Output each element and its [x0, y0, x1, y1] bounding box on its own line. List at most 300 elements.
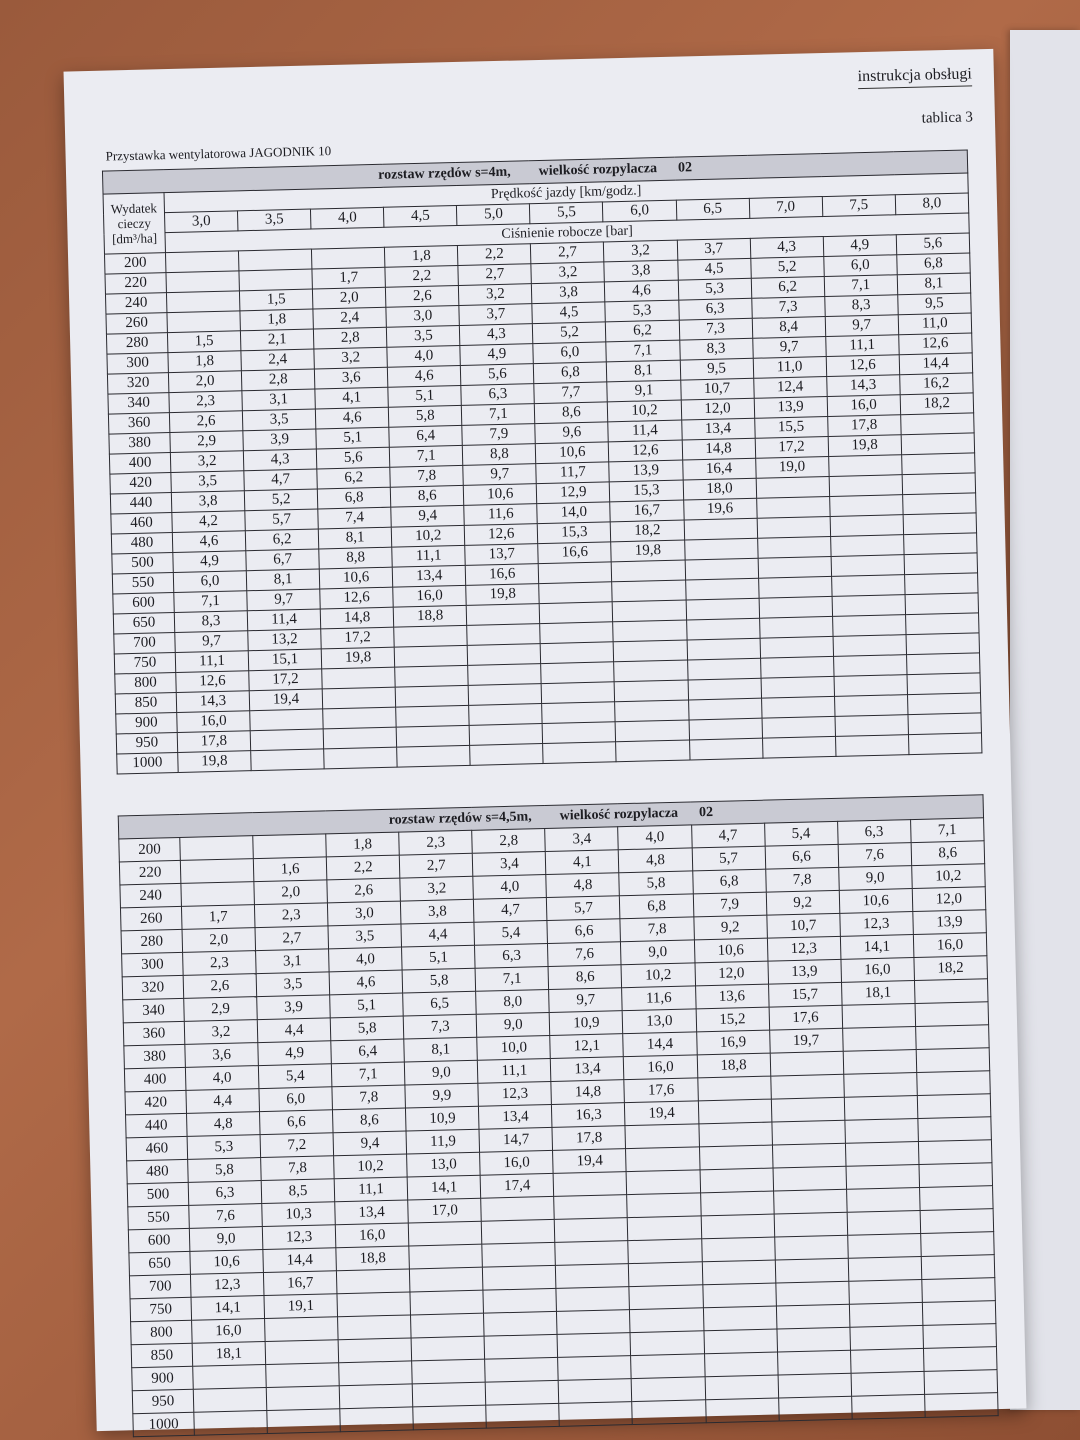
pressure-value-cell: 6,2 [317, 467, 391, 489]
pressure-value-cell [485, 1357, 559, 1382]
flow-rate-cell: 260 [120, 906, 182, 930]
pressure-value-cell: 12,0 [681, 398, 755, 420]
pressure-value-cell [413, 1405, 487, 1430]
pressure-value-cell [628, 1239, 702, 1264]
pressure-value-cell [688, 678, 762, 700]
pressure-value-cell: 2,6 [183, 974, 257, 999]
pressure-value-cell: 5,8 [402, 968, 476, 993]
pressure-value-cell [686, 598, 760, 620]
pressure-value-cell [924, 1393, 998, 1418]
pressure-value-cell: 17,2 [755, 436, 829, 458]
pressure-value-cell: 10,6 [694, 938, 768, 963]
pressure-value-cell: 1,8 [168, 351, 242, 373]
pressure-value-cell: 7,8 [261, 1156, 335, 1181]
pressure-value-cell [616, 720, 690, 742]
pressure-value-cell: 5,8 [619, 871, 693, 896]
pressure-value-cell [758, 576, 832, 598]
pressure-value-cell: 19,1 [264, 1294, 338, 1319]
pressure-value-cell: 19,4 [249, 689, 323, 711]
pressure-value-cell: 8,4 [752, 317, 826, 339]
pressure-value-cell: 5,8 [188, 1158, 262, 1183]
pressure-value-cell: 16,0 [192, 1319, 266, 1344]
flow-rate-cell: 800 [131, 1320, 193, 1344]
pressure-value-cell [902, 493, 976, 515]
pressure-value-cell [770, 1074, 844, 1099]
pressure-value-cell: 5,8 [389, 405, 463, 427]
pressure-value-cell: 11,1 [334, 1177, 408, 1202]
pressure-value-cell: 8,1 [897, 273, 971, 295]
pressure-value-cell [324, 747, 398, 769]
pressure-value-cell: 16,7 [264, 1271, 338, 1296]
pressure-value-cell: 7,3 [403, 1014, 477, 1039]
pressure-value-cell [394, 625, 468, 647]
pressure-value-cell [629, 1262, 703, 1287]
pressure-value-cell: 7,1 [462, 404, 536, 426]
pressure-value-cell [687, 638, 761, 660]
pressure-value-cell: 5,6 [316, 447, 390, 469]
pressure-value-cell [410, 1267, 484, 1292]
pressure-value-cell [395, 665, 469, 687]
pressure-value-cell: 13,4 [551, 1057, 625, 1082]
pressure-value-cell: 4,3 [750, 237, 824, 259]
pressure-value-cell: 13,9 [913, 910, 987, 935]
pressure-value-cell [166, 291, 240, 313]
pressure-value-cell: 7,3 [751, 297, 825, 319]
pressure-value-cell [337, 1269, 411, 1294]
pressure-value-cell [486, 1403, 560, 1428]
pressure-value-cell [482, 1219, 556, 1244]
pressure-value-cell [322, 687, 396, 709]
pressure-value-cell [625, 1124, 699, 1149]
pressure-value-cell: 4,9 [258, 1041, 332, 1066]
pressure-value-cell: 12,9 [537, 482, 611, 504]
pressure-value-cell: 14,0 [537, 502, 611, 524]
flow-rate-cell: 400 [109, 453, 170, 474]
pressure-value-cell [907, 673, 981, 695]
pressure-value-cell: 5,7 [692, 846, 766, 871]
pressure-value-cell [165, 251, 239, 273]
pressure-value-cell: 2,0 [168, 371, 242, 393]
pressure-value-cell [542, 702, 616, 724]
pressure-value-cell [771, 1097, 845, 1122]
pressure-value-cell [842, 1027, 916, 1052]
pressure-value-cell: 7,9 [462, 424, 536, 446]
pressure-value-cell: 3,6 [315, 367, 389, 389]
pressure-value-cell [920, 1209, 994, 1234]
pressure-value-cell: 7,2 [260, 1133, 334, 1158]
pressure-value-cell [554, 1195, 628, 1220]
pressure-value-cell [484, 1334, 558, 1359]
pressure-value-cell [756, 476, 830, 498]
pressure-value-cell: 14,4 [623, 1032, 697, 1057]
pressure-value-cell: 6,3 [461, 384, 535, 406]
pressure-value-cell [757, 516, 831, 538]
pressure-value-cell [337, 1292, 411, 1317]
table1-spacing-title: rozstaw rzędów s=4m, [378, 164, 511, 183]
pressure-value-cell: 8,3 [174, 611, 248, 633]
pressure-value-cell: 3,6 [185, 1043, 259, 1068]
flow-label-line-3: [dm³/ha] [111, 230, 158, 247]
pressure-value-cell [703, 1306, 777, 1331]
flow-rate-cell: 480 [111, 533, 172, 554]
pressure-value-cell [917, 1071, 991, 1096]
pressure-value-cell: 3,9 [257, 995, 331, 1020]
flow-rate-cell: 600 [128, 1228, 190, 1252]
pressure-value-cell: 10,6 [536, 442, 610, 464]
table2-nozzle-code: 02 [698, 804, 714, 821]
pressure-value-cell: 3,1 [256, 949, 330, 974]
pressure-value-cell: 4,5 [677, 258, 751, 280]
pressure-value-cell: 14,8 [320, 607, 394, 629]
pressure-value-cell [684, 518, 758, 540]
flow-rate-cell: 950 [116, 732, 177, 753]
pressure-value-cell: 14,1 [407, 1175, 481, 1200]
pressure-value-cell: 2,9 [184, 997, 258, 1022]
pressure-value-cell [904, 553, 978, 575]
flow-rate-cell: 300 [122, 952, 184, 976]
pressure-value-cell: 15,3 [610, 480, 684, 502]
speed-header-cell: 8,0 [895, 193, 969, 215]
pressure-value-cell [687, 658, 761, 680]
table2-nozzle-title: wielkość rozpylacza [559, 805, 679, 824]
pressure-value-cell: 5,6 [461, 364, 535, 386]
pressure-value-cell: 5,3 [605, 300, 679, 322]
pressure-value-cell [338, 1338, 412, 1363]
pressure-value-cell: 1,6 [253, 857, 327, 882]
pressure-value-cell [773, 1166, 847, 1191]
pressure-value-cell [543, 742, 617, 764]
flow-rate-cell: 460 [126, 1136, 188, 1160]
pressure-value-cell: 12,0 [695, 961, 769, 986]
pressure-value-cell [396, 725, 470, 747]
pressure-value-cell [698, 1122, 772, 1147]
pressure-value-cell [542, 722, 616, 744]
pressure-value-cell [466, 604, 540, 626]
flow-rate-cell: 200 [119, 837, 181, 861]
pressure-value-cell: 12,3 [262, 1225, 336, 1250]
pressure-value-cell [918, 1140, 992, 1165]
pressure-value-cell [772, 1143, 846, 1168]
pressure-value-cell: 2,4 [313, 307, 387, 329]
pressure-value-cell: 13,9 [754, 397, 828, 419]
pressure-value-cell: 7,1 [606, 340, 680, 362]
pressure-value-cell: 11,4 [247, 609, 321, 631]
pressure-value-cell [835, 715, 909, 737]
pressure-value-cell [850, 1325, 924, 1350]
pressure-value-cell: 13,4 [392, 565, 466, 587]
pressure-value-cell: 18,8 [336, 1246, 410, 1271]
pressure-value-cell: 16,0 [335, 1223, 409, 1248]
speed-header-cell: 5,5 [530, 202, 604, 224]
pressure-value-cell [702, 1260, 776, 1285]
pressure-value-cell [772, 1120, 846, 1145]
pressure-value-cell [613, 600, 687, 622]
pressure-value-cell: 17,8 [552, 1126, 626, 1151]
pressure-value-cell [918, 1117, 992, 1142]
pressure-value-cell [829, 495, 903, 517]
pressure-value-cell: 4,6 [329, 970, 403, 995]
pressure-value-cell: 8,3 [824, 295, 898, 317]
flow-rate-cell: 300 [107, 353, 168, 374]
table2-spacing-title: rozstaw rzędów s=4,5m, [388, 809, 532, 828]
pressure-value-cell [701, 1237, 775, 1262]
pressure-value-cell: 8,6 [911, 841, 985, 866]
pressure-value-cell: 3,4 [545, 827, 619, 852]
pressure-value-cell: 2,6 [169, 411, 243, 433]
pressure-value-cell [916, 1048, 990, 1073]
pressure-value-cell: 13,0 [623, 1009, 697, 1034]
pressure-value-cell: 9,1 [607, 380, 681, 402]
pressure-value-cell: 3,2 [170, 451, 244, 473]
pressure-value-cell: 9,7 [825, 315, 899, 337]
pressure-value-cell [469, 704, 543, 726]
pressure-value-cell: 9,0 [476, 1012, 550, 1037]
pressure-value-cell: 14,3 [826, 375, 900, 397]
pressure-value-cell: 6,3 [188, 1181, 262, 1206]
pressure-value-cell [905, 613, 979, 635]
pressure-value-cell: 2,8 [241, 369, 315, 391]
pressure-value-cell: 8,1 [318, 527, 392, 549]
pressure-value-cell: 5,6 [896, 233, 970, 255]
flow-rate-cell: 900 [116, 712, 177, 733]
flow-rate-cell: 500 [127, 1182, 189, 1206]
pressure-value-cell [830, 515, 904, 537]
pressure-value-cell [557, 1333, 631, 1358]
flow-rate-cell: 320 [107, 373, 168, 394]
flow-rate-cell: 650 [113, 613, 174, 634]
pressure-value-cell [266, 1363, 340, 1388]
pressure-value-cell: 6,2 [751, 277, 825, 299]
pressure-value-cell: 17,8 [177, 731, 251, 753]
pressure-value-cell [757, 536, 831, 558]
pressure-value-cell: 10,6 [190, 1250, 264, 1275]
pressure-value-cell: 2,0 [182, 928, 256, 953]
pressure-value-cell: 13,9 [609, 460, 683, 482]
pressure-value-cell: 3,8 [532, 282, 606, 304]
pressure-value-cell: 8,1 [404, 1037, 478, 1062]
pressure-value-cell: 9,0 [405, 1060, 479, 1085]
pressure-value-cell [632, 1377, 706, 1402]
pressure-value-cell: 4,3 [460, 324, 534, 346]
flow-rate-cell: 550 [128, 1205, 190, 1229]
pressure-value-cell [553, 1172, 627, 1197]
pressure-value-cell: 4,4 [257, 1018, 331, 1043]
pressure-value-cell [702, 1283, 776, 1308]
pressure-value-cell: 6,8 [317, 487, 391, 509]
table1-nozzle-code: 02 [677, 160, 693, 176]
pressure-value-cell [250, 729, 324, 751]
manual-page [64, 49, 1027, 1431]
pressure-value-cell [844, 1096, 918, 1121]
pressure-value-cell: 11,6 [622, 986, 696, 1011]
pressure-value-cell: 16,0 [624, 1055, 698, 1080]
pressure-value-cell [555, 1218, 629, 1243]
pressure-value-cell [194, 1410, 268, 1435]
pressure-value-cell: 4,6 [316, 407, 390, 429]
pressure-value-cell [847, 1210, 921, 1235]
pressure-value-cell: 9,9 [405, 1083, 479, 1108]
pressure-value-cell: 4,9 [460, 344, 534, 366]
pressure-value-cell: 5,7 [547, 896, 621, 921]
pressure-value-cell: 19,6 [683, 498, 757, 520]
pressure-value-cell [180, 836, 254, 861]
pressure-value-cell: 7,1 [390, 445, 464, 467]
pressure-value-cell [689, 718, 763, 740]
pressure-value-cell: 10,2 [911, 864, 985, 889]
pressure-value-cell: 6,8 [620, 894, 694, 919]
pressure-value-cell: 4,3 [243, 449, 317, 471]
pressure-value-cell: 16,2 [899, 373, 973, 395]
pressure-value-cell [919, 1186, 993, 1211]
pressure-value-cell [689, 738, 763, 760]
pressure-value-cell [395, 685, 469, 707]
pressure-value-cell [832, 595, 906, 617]
pressure-value-cell [705, 1375, 779, 1400]
pressure-value-cell: 9,4 [391, 505, 465, 527]
pressure-value-cell [340, 1407, 414, 1432]
pressure-value-cell [616, 740, 690, 762]
pressure-value-cell: 14,1 [840, 935, 914, 960]
pressure-value-cell: 19,8 [828, 435, 902, 457]
pressure-value-cell: 10,7 [766, 913, 840, 938]
pressure-value-cell [843, 1050, 917, 1075]
pressure-value-cell [267, 1409, 341, 1434]
pressure-value-cell: 9,7 [247, 589, 321, 611]
pressure-value-cell: 6,0 [173, 571, 247, 593]
pressure-value-cell [762, 716, 836, 738]
pressure-value-cell [924, 1370, 998, 1395]
pressure-value-cell: 6,6 [547, 919, 621, 944]
pressure-value-cell [770, 1051, 844, 1076]
pressure-value-cell: 6,4 [331, 1039, 405, 1064]
pressure-value-cell [239, 249, 313, 271]
pressure-value-cell [265, 1317, 339, 1342]
pressure-value-cell: 3,5 [242, 409, 316, 431]
pressure-value-cell: 9,0 [189, 1227, 263, 1252]
pressure-value-cell: 3,7 [677, 238, 751, 260]
pressure-value-cell: 5,3 [678, 278, 752, 300]
pressure-value-cell [410, 1290, 484, 1315]
pressure-value-cell [556, 1264, 630, 1289]
pressure-value-cell: 8,3 [679, 338, 753, 360]
flow-rate-cell: 220 [119, 860, 181, 884]
speed-header-cell: 3,0 [165, 211, 239, 233]
pressure-value-cell [540, 622, 614, 644]
pressure-value-cell: 12,3 [840, 912, 914, 937]
pressure-value-cell: 2,3 [169, 391, 243, 413]
pressure-value-cell: 3,7 [459, 304, 533, 326]
pressure-value-cell: 7,8 [332, 1085, 406, 1110]
pressure-value-cell: 1,8 [326, 832, 400, 857]
pressure-value-cell: 13,7 [465, 544, 539, 566]
pressure-value-cell: 9,7 [175, 631, 249, 653]
pressure-value-cell [411, 1336, 485, 1361]
pressure-value-cell [777, 1327, 851, 1352]
flow-rate-cell: 700 [129, 1274, 191, 1298]
pressure-value-cell [541, 642, 615, 664]
pressure-value-cell: 7,7 [534, 382, 608, 404]
pressure-value-cell [630, 1308, 704, 1333]
pressure-value-cell [760, 656, 834, 678]
pressure-value-cell: 4,6 [172, 531, 246, 553]
pressure-value-cell [834, 695, 908, 717]
pressure-value-cell [846, 1187, 920, 1212]
flow-rate-cell: 340 [108, 393, 169, 414]
pressure-value-cell: 5,1 [330, 993, 404, 1018]
flow-rate-cell: 700 [114, 633, 175, 654]
pressure-value-cell [468, 684, 542, 706]
pressure-value-cell [698, 1099, 772, 1124]
pressure-value-cell: 7,3 [679, 318, 753, 340]
pressure-value-cell [686, 618, 760, 640]
pressure-value-cell [556, 1287, 630, 1312]
pressure-value-cell: 10,9 [406, 1106, 480, 1131]
pressure-value-cell: 6,0 [259, 1087, 333, 1112]
pressure-value-cell: 2,9 [170, 431, 244, 453]
flow-rate-cell: 420 [125, 1090, 187, 1114]
pressure-value-cell [906, 653, 980, 675]
pressure-label: Ciśnienie robocze [bar] [165, 213, 969, 253]
pressure-value-cell: 17,8 [827, 415, 901, 437]
pressure-value-cell [615, 700, 689, 722]
pressure-value-cell: 13,2 [248, 629, 322, 651]
pressure-value-cell: 11,4 [608, 420, 682, 442]
pressure-value-cell: 5,1 [388, 385, 462, 407]
flow-rate-cell: 400 [124, 1067, 186, 1091]
pressure-value-cell [411, 1313, 485, 1338]
pressure-value-cell: 18,0 [683, 478, 757, 500]
pressure-value-cell: 4,7 [244, 469, 318, 491]
pressure-value-cell [396, 705, 470, 727]
pressure-value-cell: 6,0 [533, 342, 607, 364]
pressure-value-cell: 10,6 [464, 484, 538, 506]
flow-rate-cell: 340 [123, 998, 185, 1022]
pressure-value-cell: 7,6 [189, 1204, 263, 1229]
pressure-value-cell [906, 633, 980, 655]
pressure-value-cell: 16,6 [538, 542, 612, 564]
pressure-value-cell [181, 882, 255, 907]
pressure-value-cell [483, 1265, 557, 1290]
pressure-value-cell [776, 1304, 850, 1329]
pressure-value-cell [833, 655, 907, 677]
pressure-value-cell [834, 675, 908, 697]
pressure-value-cell: 14,4 [899, 353, 973, 375]
pressure-value-cell: 3,2 [604, 240, 678, 262]
flow-rate-cell: 280 [106, 333, 167, 354]
pressure-value-cell: 2,8 [472, 829, 546, 854]
pressure-value-cell [253, 834, 327, 859]
speed-header-cell: 4,5 [384, 205, 458, 227]
pressure-value-cell: 3,2 [314, 347, 388, 369]
flow-rate-cell: 750 [114, 653, 175, 674]
pressure-value-cell: 7,1 [475, 966, 549, 991]
pressure-value-cell: 17,0 [408, 1198, 482, 1223]
pressure-value-cell: 6,2 [606, 320, 680, 342]
pressure-value-cell [705, 1398, 779, 1423]
pressure-value-cell: 15,7 [768, 982, 842, 1007]
flow-rate-cell: 950 [132, 1389, 194, 1413]
pressure-value-cell: 19,8 [178, 751, 252, 773]
pressure-value-cell: 18,2 [900, 393, 974, 415]
pressure-value-cell: 2,7 [531, 242, 605, 264]
pressure-value-cell [778, 1396, 852, 1421]
pressure-value-cell [761, 676, 835, 698]
pressure-value-cell: 13,4 [681, 418, 755, 440]
flow-rate-cell: 200 [104, 253, 165, 274]
pressure-value-cell [774, 1235, 848, 1260]
pressure-value-cell [250, 709, 324, 731]
pressure-value-cell: 9,5 [680, 358, 754, 380]
